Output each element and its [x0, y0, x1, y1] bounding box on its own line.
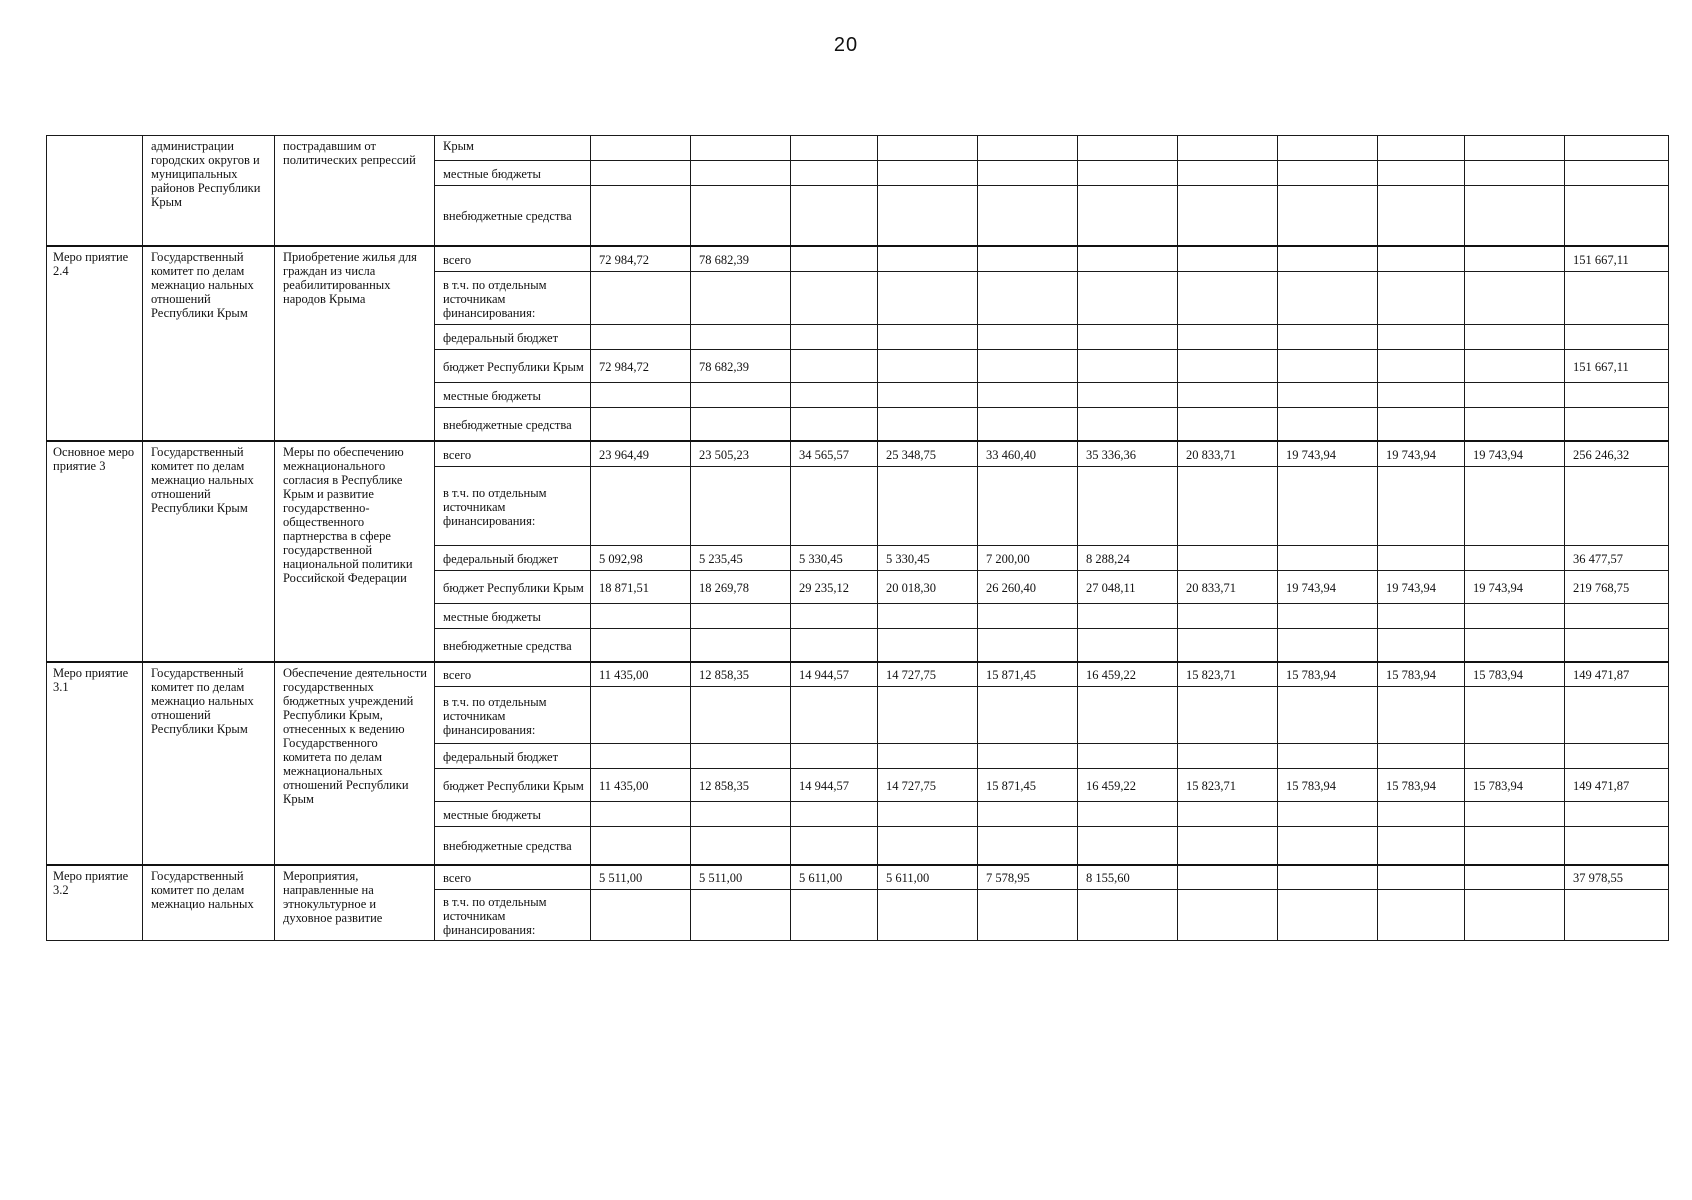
funding-source-cell: в т.ч. по отдельным источникам финансирования: — [435, 890, 591, 941]
value-cell — [1178, 272, 1278, 325]
value-cell — [1278, 467, 1378, 546]
value-cell — [1465, 604, 1565, 629]
value-cell — [1378, 467, 1465, 546]
value-cell — [978, 325, 1078, 350]
value-cell: 15 783,94 — [1465, 662, 1565, 687]
value-cell — [591, 604, 691, 629]
value-cell — [1378, 272, 1465, 325]
value-cell — [1465, 827, 1565, 865]
funding-source-cell: Крым — [435, 136, 591, 161]
value-cell — [1565, 827, 1669, 865]
value-cell: 18 871,51 — [591, 571, 691, 604]
value-cell — [978, 408, 1078, 441]
value-cell — [978, 272, 1078, 325]
value-cell: 14 944,57 — [791, 769, 878, 802]
value-cell: 36 477,57 — [1565, 546, 1669, 571]
value-cell: 15 783,94 — [1278, 662, 1378, 687]
value-cell: 33 460,40 — [978, 441, 1078, 467]
table-row — [47, 246, 1669, 272]
value-cell — [1178, 802, 1278, 827]
value-cell: 15 783,94 — [1378, 769, 1465, 802]
value-cell — [1378, 687, 1465, 744]
value-cell — [691, 325, 791, 350]
value-cell — [1565, 325, 1669, 350]
value-cell — [978, 744, 1078, 769]
value-cell — [878, 408, 978, 441]
value-cell — [1465, 408, 1565, 441]
value-cell: 14 944,57 — [791, 662, 878, 687]
value-cell — [1178, 136, 1278, 161]
value-cell: 5 511,00 — [591, 865, 691, 890]
value-cell — [1465, 802, 1565, 827]
value-cell: 26 260,40 — [978, 571, 1078, 604]
value-cell — [1378, 890, 1465, 941]
funding-source-cell: всего — [435, 441, 591, 467]
measure-cell: Меро приятие 3.1 — [47, 662, 143, 865]
value-cell — [878, 325, 978, 350]
executor-cell: администрации городских округов и муниципальных районов Республики Крым — [143, 136, 275, 246]
value-cell — [1378, 383, 1465, 408]
value-cell — [1565, 604, 1669, 629]
value-cell — [878, 890, 978, 941]
value-cell — [1078, 629, 1178, 662]
value-cell: 14 727,75 — [878, 769, 978, 802]
value-cell — [1378, 136, 1465, 161]
value-cell — [1565, 136, 1669, 161]
value-cell — [791, 467, 878, 546]
executor-cell: Государственный комитет по делам межнацио нальных — [143, 865, 275, 941]
value-cell — [1078, 802, 1178, 827]
value-cell — [1278, 408, 1378, 441]
value-cell — [1078, 325, 1178, 350]
value-cell — [1465, 161, 1565, 186]
value-cell — [1465, 629, 1565, 662]
funding-source-cell: местные бюджеты — [435, 802, 591, 827]
table-row — [47, 441, 1669, 467]
value-cell — [878, 350, 978, 383]
funding-source-cell: внебюджетные средства — [435, 408, 591, 441]
value-cell: 15 783,94 — [1378, 662, 1465, 687]
value-cell — [591, 629, 691, 662]
value-cell — [1465, 546, 1565, 571]
value-cell: 15 871,45 — [978, 662, 1078, 687]
value-cell — [591, 186, 691, 246]
funding-source-cell: всего — [435, 865, 591, 890]
value-cell — [1378, 629, 1465, 662]
value-cell — [1465, 744, 1565, 769]
value-cell — [1565, 383, 1669, 408]
value-cell — [1565, 408, 1669, 441]
value-cell — [691, 744, 791, 769]
value-cell — [1278, 687, 1378, 744]
value-cell: 15 783,94 — [1278, 769, 1378, 802]
funding-source-cell: федеральный бюджет — [435, 325, 591, 350]
table-row — [47, 662, 1669, 687]
funding-source-cell: бюджет Республики Крым — [435, 769, 591, 802]
value-cell — [1378, 186, 1465, 246]
value-cell — [591, 136, 691, 161]
value-cell — [1465, 865, 1565, 890]
measure-cell — [47, 136, 143, 246]
funding-source-cell: внебюджетные средства — [435, 186, 591, 246]
value-cell — [1278, 161, 1378, 186]
funding-source-cell: местные бюджеты — [435, 604, 591, 629]
value-cell — [791, 604, 878, 629]
value-cell — [878, 604, 978, 629]
value-cell — [1465, 325, 1565, 350]
value-cell: 19 743,94 — [1465, 571, 1565, 604]
value-cell: 5 330,45 — [878, 546, 978, 571]
value-cell — [978, 350, 1078, 383]
value-cell: 19 743,94 — [1378, 441, 1465, 467]
funding-table — [46, 135, 1669, 941]
value-cell — [1565, 687, 1669, 744]
measure-cell: Меро приятие 3.2 — [47, 865, 143, 941]
value-cell: 5 092,98 — [591, 546, 691, 571]
value-cell — [1178, 827, 1278, 865]
value-cell — [591, 467, 691, 546]
value-cell — [1178, 687, 1278, 744]
value-cell — [1565, 890, 1669, 941]
value-cell — [1378, 161, 1465, 186]
funding-source-cell: федеральный бюджет — [435, 744, 591, 769]
value-cell — [791, 161, 878, 186]
value-cell — [1178, 408, 1278, 441]
description-cell: пострадавшим от политических репрессий — [275, 136, 435, 246]
value-cell: 149 471,87 — [1565, 769, 1669, 802]
value-cell — [1278, 865, 1378, 890]
value-cell — [691, 802, 791, 827]
value-cell — [1078, 890, 1178, 941]
description-cell: Обеспечение деятельности государственных бюджетных учреждений Республики Крым, отнесенных к ведению Государственного комитета по делам межнациональных отношений Республики Крым — [275, 662, 435, 865]
value-cell — [978, 802, 1078, 827]
value-cell — [591, 325, 691, 350]
value-cell — [978, 161, 1078, 186]
description-cell: Мероприятия, направленные на этнокультурное и духовное развитие — [275, 865, 435, 941]
value-cell — [1378, 865, 1465, 890]
value-cell — [791, 890, 878, 941]
value-cell — [691, 136, 791, 161]
value-cell — [1078, 246, 1178, 272]
value-cell: 19 743,94 — [1378, 571, 1465, 604]
value-cell — [1078, 467, 1178, 546]
value-cell — [1378, 350, 1465, 383]
value-cell — [591, 890, 691, 941]
value-cell — [1465, 890, 1565, 941]
value-cell — [1078, 604, 1178, 629]
value-cell — [791, 136, 878, 161]
value-cell — [1465, 136, 1565, 161]
value-cell — [1378, 604, 1465, 629]
value-cell — [978, 687, 1078, 744]
value-cell — [978, 629, 1078, 662]
value-cell — [978, 827, 1078, 865]
value-cell — [791, 629, 878, 662]
value-cell — [791, 186, 878, 246]
table-row — [47, 865, 1669, 890]
value-cell — [1465, 687, 1565, 744]
value-cell — [1178, 383, 1278, 408]
value-cell — [1078, 383, 1178, 408]
value-cell: 11 435,00 — [591, 769, 691, 802]
funding-source-cell: бюджет Республики Крым — [435, 571, 591, 604]
value-cell — [1565, 629, 1669, 662]
value-cell — [691, 408, 791, 441]
value-cell — [978, 604, 1078, 629]
value-cell: 35 336,36 — [1078, 441, 1178, 467]
value-cell: 18 269,78 — [691, 571, 791, 604]
value-cell — [1278, 383, 1378, 408]
value-cell — [691, 186, 791, 246]
value-cell: 151 667,11 — [1565, 246, 1669, 272]
value-cell — [591, 161, 691, 186]
value-cell — [1378, 546, 1465, 571]
value-cell: 20 018,30 — [878, 571, 978, 604]
value-cell: 19 743,94 — [1278, 571, 1378, 604]
value-cell — [691, 604, 791, 629]
value-cell — [791, 325, 878, 350]
value-cell — [791, 687, 878, 744]
value-cell — [1078, 186, 1178, 246]
value-cell — [591, 383, 691, 408]
value-cell — [1278, 350, 1378, 383]
measure-cell: Меро приятие 2.4 — [47, 246, 143, 441]
value-cell: 23 964,49 — [591, 441, 691, 467]
value-cell — [1178, 744, 1278, 769]
value-cell: 12 858,35 — [691, 769, 791, 802]
value-cell: 72 984,72 — [591, 246, 691, 272]
value-cell — [691, 383, 791, 408]
value-cell: 19 743,94 — [1465, 441, 1565, 467]
value-cell — [1178, 246, 1278, 272]
value-cell — [1078, 161, 1178, 186]
funding-source-cell: местные бюджеты — [435, 161, 591, 186]
funding-source-cell: бюджет Республики Крым — [435, 350, 591, 383]
value-cell — [1378, 246, 1465, 272]
value-cell — [1178, 350, 1278, 383]
value-cell — [691, 467, 791, 546]
value-cell — [1178, 604, 1278, 629]
funding-source-cell: федеральный бюджет — [435, 546, 591, 571]
value-cell: 78 682,39 — [691, 246, 791, 272]
value-cell — [791, 802, 878, 827]
value-cell — [791, 383, 878, 408]
executor-cell: Государственный комитет по делам межнацио нальных отношений Республики Крым — [143, 662, 275, 865]
value-cell — [878, 136, 978, 161]
value-cell — [1278, 629, 1378, 662]
value-cell — [1378, 802, 1465, 827]
value-cell — [691, 629, 791, 662]
value-cell — [591, 827, 691, 865]
value-cell: 5 611,00 — [878, 865, 978, 890]
value-cell: 37 978,55 — [1565, 865, 1669, 890]
value-cell: 5 330,45 — [791, 546, 878, 571]
value-cell — [1278, 272, 1378, 325]
value-cell — [878, 246, 978, 272]
value-cell — [1278, 546, 1378, 571]
value-cell — [1565, 467, 1669, 546]
value-cell — [1278, 744, 1378, 769]
value-cell — [878, 272, 978, 325]
value-cell — [1278, 890, 1378, 941]
value-cell: 15 783,94 — [1465, 769, 1565, 802]
value-cell: 20 833,71 — [1178, 441, 1278, 467]
value-cell — [591, 408, 691, 441]
value-cell — [1178, 186, 1278, 246]
value-cell — [1078, 687, 1178, 744]
funding-source-cell: в т.ч. по отдельным источникам финансирования: — [435, 687, 591, 744]
value-cell: 23 505,23 — [691, 441, 791, 467]
value-cell — [1178, 325, 1278, 350]
value-cell: 5 611,00 — [791, 865, 878, 890]
funding-source-cell: в т.ч. по отдельным источникам финансирования: — [435, 467, 591, 546]
table-row — [47, 136, 1669, 161]
value-cell — [591, 802, 691, 827]
value-cell — [878, 827, 978, 865]
value-cell: 15 871,45 — [978, 769, 1078, 802]
value-cell — [1378, 408, 1465, 441]
value-cell — [1465, 467, 1565, 546]
value-cell — [1078, 272, 1178, 325]
value-cell — [691, 272, 791, 325]
funding-source-cell: всего — [435, 662, 591, 687]
value-cell — [1565, 272, 1669, 325]
value-cell — [878, 744, 978, 769]
value-cell: 15 823,71 — [1178, 662, 1278, 687]
value-cell — [878, 186, 978, 246]
value-cell — [791, 827, 878, 865]
value-cell — [591, 687, 691, 744]
executor-cell: Государственный комитет по делам межнацио нальных отношений Республики Крым — [143, 441, 275, 662]
value-cell — [978, 136, 1078, 161]
page-number: 20 — [833, 34, 859, 56]
funding-source-cell: внебюджетные средства — [435, 629, 591, 662]
value-cell: 8 155,60 — [1078, 865, 1178, 890]
value-cell — [1178, 629, 1278, 662]
value-cell: 27 048,11 — [1078, 571, 1178, 604]
value-cell — [791, 272, 878, 325]
value-cell — [1078, 827, 1178, 865]
value-cell — [1378, 325, 1465, 350]
value-cell — [691, 827, 791, 865]
value-cell: 14 727,75 — [878, 662, 978, 687]
value-cell — [1565, 744, 1669, 769]
value-cell — [1178, 546, 1278, 571]
value-cell — [1378, 827, 1465, 865]
value-cell: 5 511,00 — [691, 865, 791, 890]
value-cell — [878, 687, 978, 744]
value-cell: 12 858,35 — [691, 662, 791, 687]
funding-source-cell: всего — [435, 246, 591, 272]
description-cell: Приобретение жилья для граждан из числа реабилитированных народов Крыма — [275, 246, 435, 441]
value-cell — [1278, 604, 1378, 629]
value-cell: 11 435,00 — [591, 662, 691, 687]
value-cell: 29 235,12 — [791, 571, 878, 604]
value-cell — [1178, 890, 1278, 941]
value-cell: 16 459,22 — [1078, 769, 1178, 802]
value-cell — [1465, 246, 1565, 272]
value-cell — [791, 246, 878, 272]
value-cell: 7 200,00 — [978, 546, 1078, 571]
value-cell — [1278, 186, 1378, 246]
value-cell — [1078, 136, 1178, 161]
value-cell — [878, 629, 978, 662]
value-cell — [791, 408, 878, 441]
value-cell — [1078, 350, 1178, 383]
measure-cell: Основное меро приятие 3 — [47, 441, 143, 662]
funding-source-cell: внебюджетные средства — [435, 827, 591, 865]
value-cell: 151 667,11 — [1565, 350, 1669, 383]
value-cell — [591, 272, 691, 325]
value-cell — [978, 467, 1078, 546]
value-cell: 219 768,75 — [1565, 571, 1669, 604]
value-cell: 20 833,71 — [1178, 571, 1278, 604]
value-cell: 78 682,39 — [691, 350, 791, 383]
value-cell — [1278, 136, 1378, 161]
value-cell — [1278, 246, 1378, 272]
value-cell — [878, 467, 978, 546]
value-cell — [1278, 827, 1378, 865]
value-cell — [691, 161, 791, 186]
value-cell: 7 578,95 — [978, 865, 1078, 890]
value-cell — [791, 350, 878, 383]
value-cell: 34 565,57 — [791, 441, 878, 467]
value-cell — [1465, 350, 1565, 383]
value-cell — [591, 744, 691, 769]
value-cell — [791, 744, 878, 769]
value-cell: 19 743,94 — [1278, 441, 1378, 467]
value-cell — [1278, 325, 1378, 350]
value-cell — [978, 383, 1078, 408]
value-cell — [978, 186, 1078, 246]
value-cell — [1078, 408, 1178, 441]
value-cell: 15 823,71 — [1178, 769, 1278, 802]
value-cell — [1178, 467, 1278, 546]
executor-cell: Государственный комитет по делам межнацио нальных отношений Республики Крым — [143, 246, 275, 441]
value-cell — [1378, 744, 1465, 769]
value-cell — [1278, 802, 1378, 827]
value-cell — [1465, 383, 1565, 408]
value-cell: 256 246,32 — [1565, 441, 1669, 467]
value-cell: 72 984,72 — [591, 350, 691, 383]
funding-source-cell: местные бюджеты — [435, 383, 591, 408]
value-cell — [1565, 161, 1669, 186]
value-cell — [978, 890, 1078, 941]
value-cell — [1178, 161, 1278, 186]
value-cell — [878, 161, 978, 186]
value-cell — [1178, 865, 1278, 890]
value-cell — [1565, 802, 1669, 827]
description-cell: Меры по обеспечению межнационального согласия в Республике Крым и развитие государственно-общественного партнерства в сфере государственной национальной политики Российской Федерации — [275, 441, 435, 662]
value-cell — [1565, 186, 1669, 246]
funding-source-cell: в т.ч. по отдельным источникам финансирования: — [435, 272, 591, 325]
value-cell — [878, 383, 978, 408]
value-cell: 5 235,45 — [691, 546, 791, 571]
value-cell — [1465, 186, 1565, 246]
value-cell: 16 459,22 — [1078, 662, 1178, 687]
value-cell: 149 471,87 — [1565, 662, 1669, 687]
value-cell — [878, 802, 978, 827]
value-cell: 8 288,24 — [1078, 546, 1178, 571]
value-cell — [1078, 744, 1178, 769]
value-cell — [691, 890, 791, 941]
value-cell — [978, 246, 1078, 272]
value-cell: 25 348,75 — [878, 441, 978, 467]
value-cell — [691, 687, 791, 744]
value-cell — [1465, 272, 1565, 325]
